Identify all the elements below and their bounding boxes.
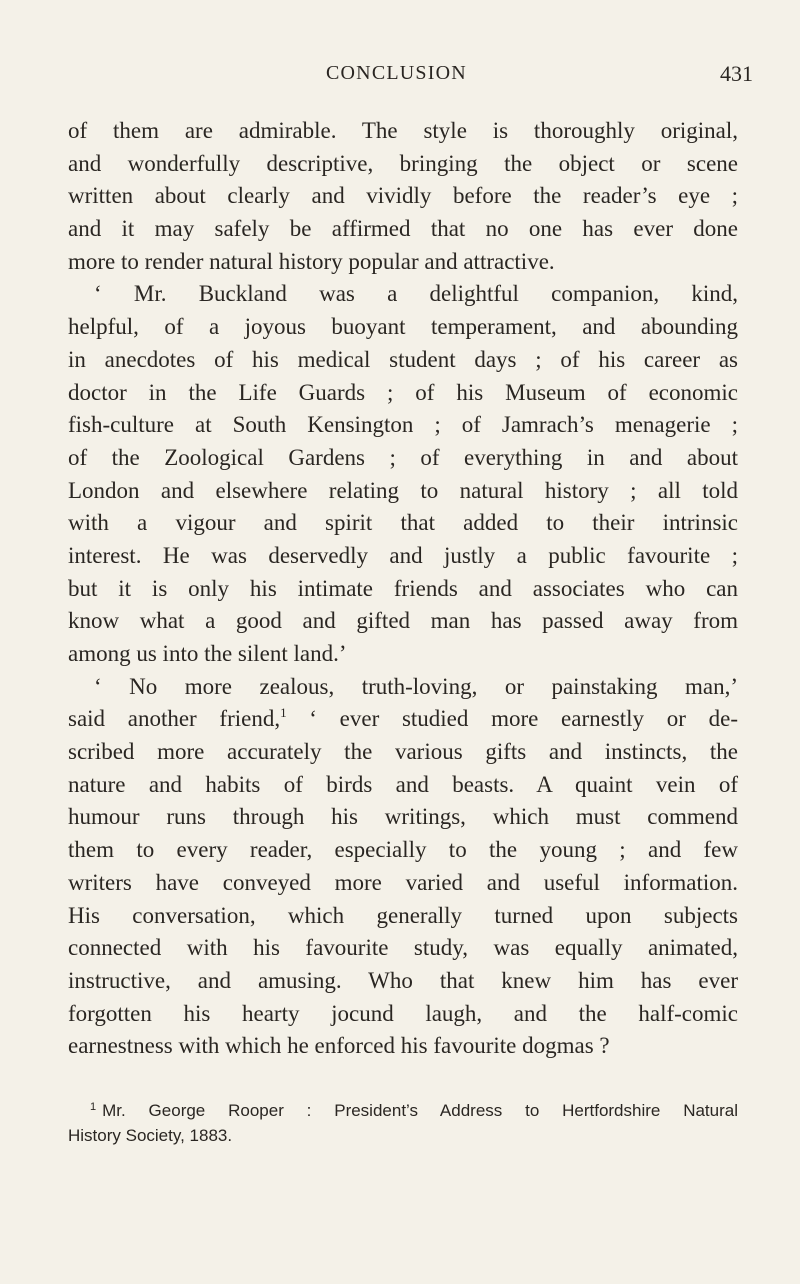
footnote-line xyxy=(68,1098,738,1123)
text-line: writers have conveyed more varied and useful information. xyxy=(68,869,738,895)
footnote-marker: 1 xyxy=(90,1101,97,1113)
text-line: and it may safely be affirmed that no one has ever done xyxy=(68,216,738,242)
text-line: forgotten his hearty jocund laugh, and the half-comic xyxy=(68,1000,738,1026)
text-line: of the Zoological Gardens ; of everything in and about xyxy=(68,444,738,470)
text-line: scribed more accurately the various gifts and instincts, the xyxy=(68,739,738,765)
footnote xyxy=(68,1098,738,1148)
text-line: among us into the silent land.’ xyxy=(68,641,347,666)
text-line: nature and habits of birds and beasts. A quaint vein of xyxy=(68,771,738,797)
text-line: earnestness with which he enforced his favourite dogmas ? xyxy=(68,1033,610,1059)
page-number: 431 xyxy=(720,61,753,86)
text-line xyxy=(68,703,738,736)
text-segment: said another friend, xyxy=(68,706,281,732)
text-line: and wonderfully descriptive, bringing the object or scene xyxy=(68,150,738,176)
text-line: with a vigour and spirit that added to their intrinsic xyxy=(68,510,738,536)
text-line: connected with his favourite study, was equally animated, xyxy=(68,935,738,961)
footnote-reference: 1 xyxy=(280,705,287,721)
text-line: ‘ No more zealous, truth-loving, or painstaking man,’ xyxy=(94,673,738,699)
text-line: of them are admirable. The style is thoroughly original, xyxy=(68,118,738,143)
text-line: humour runs through his writings, which must commend xyxy=(68,804,738,830)
text-line: His conversation, which generally turned upon subjects xyxy=(68,902,738,928)
text-line: them to every reader, especially to the young ; and few xyxy=(68,837,738,863)
text-line: interest. He was deservedly and justly a public favourite ; xyxy=(68,542,738,568)
body-text xyxy=(68,115,738,1063)
text-line: but it is only his intimate friends and associates who can xyxy=(68,575,738,601)
text-line: helpful, of a joyous buoyant temperament, and abounding xyxy=(68,314,738,340)
footnote-line: History Society, 1883. xyxy=(68,1126,233,1145)
text-segment: ‘ ever studied more earnestly or de- xyxy=(286,706,738,732)
text-line: London and elsewhere relating to natural history ; all told xyxy=(68,477,738,503)
text-line: more to render natural history popular and attractive. xyxy=(68,248,555,274)
text-line: in anecdotes of his medical student days ; of his career as xyxy=(68,346,738,372)
text-line: instructive, and amusing. Who that knew him has ever xyxy=(68,967,738,993)
text-line: written about clearly and vividly before the reader’s eye ; xyxy=(68,183,738,209)
text-line: know what a good and gifted man has passed away from xyxy=(68,608,738,634)
text-line: ‘ Mr. Buckland was a delightful companion, kind, xyxy=(94,281,738,307)
text-line: doctor in the Life Guards ; of his Museum of economic xyxy=(68,379,738,405)
running-head xyxy=(0,62,800,92)
running-title: CONCLUSION xyxy=(326,62,467,84)
footnote-text: Mr. George Rooper : President’s Address to Hertfordshire Natural xyxy=(102,1101,738,1120)
text-line: fish-culture at South Kensington ; of Jamrach’s menagerie ; xyxy=(68,412,738,438)
